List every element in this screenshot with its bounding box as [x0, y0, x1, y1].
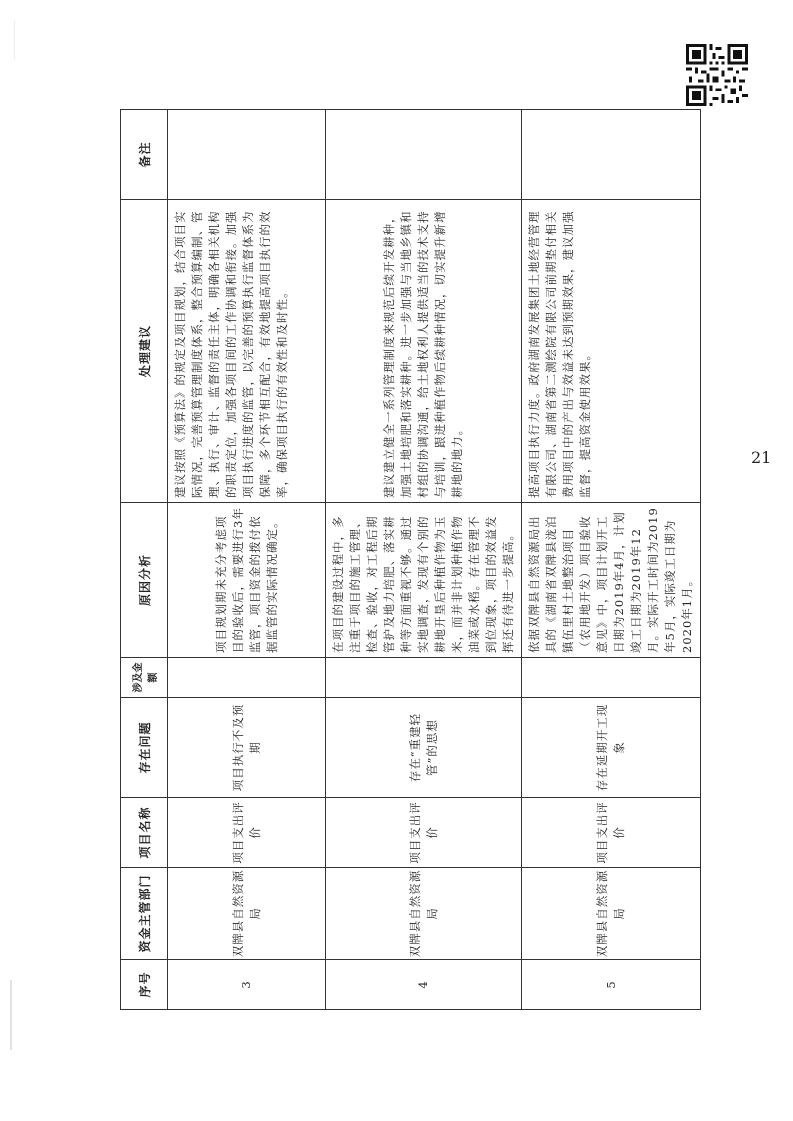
row-remark — [168, 110, 326, 200]
table-row — [326, 110, 522, 1010]
row-seq: 4 — [326, 960, 522, 1010]
row-issue: 项目执行不及预期 — [168, 698, 326, 798]
header-issue: 存在问题 — [121, 698, 168, 798]
row-suggestion: 建议建立健全一系列管理制度来规范后续开发耕种，加强土地培肥和落实耕种。进一步加强与当地乡镇和村组的协调沟通，给土地权利人提供适当的技术支持与培训，跟进种植作物后续耕种情况，切实提升新增耕地的地力。 — [326, 200, 522, 503]
rotated-table-wrapper — [120, 110, 694, 1010]
row-remark — [326, 110, 522, 200]
header-project: 项目名称 — [121, 798, 168, 868]
row-amount — [326, 658, 522, 698]
row-project: 项目支出评价 — [326, 798, 522, 868]
row-seq: 3 — [168, 960, 326, 1010]
row-remark — [522, 110, 701, 200]
row-analysis: 项目规划期未充分考虑项目的验收后，需要进行3年监管，项目资金的拨付依据监管的实际情况确定。 — [168, 503, 326, 658]
row-project: 项目支出评价 — [522, 798, 701, 868]
row-dept: 双牌县自然资源局 — [326, 868, 522, 960]
row-suggestion: 建议按照《预算法》的规定及项目规划，结合项目实际情况，完善预算管理制度体系，整合预算编制、管理、执行、审计、监督的责任主体，明确各相关机构的职责定位，加强各项目间的工作协调和衔接。加强项目执行进度的监管，以完善的预算执行监督体系为保障，多个环节相互配合，有效地提高项目执行的效率，确保项目执行的有效性和及时性。 — [168, 200, 326, 503]
row-dept: 双牌县自然资源局 — [522, 868, 701, 960]
page-number: 21 — [751, 448, 772, 467]
row-seq: 5 — [522, 960, 701, 1010]
table-row — [522, 110, 701, 1010]
header-amount: 涉及金额 — [121, 658, 168, 698]
row-issue: 存在延期开工现象 — [522, 698, 701, 798]
row-suggestion: 提高项目执行力度。政府湖南发展集团土地经营管理有限公司、湖南省第二测绘院有限公司前期垫付相关费用项目中的产出与效益未达到预期效果，建议加强监督，提高资金使用效果。 — [522, 200, 701, 503]
row-amount — [168, 658, 326, 698]
header-suggestion: 处理建议 — [121, 200, 168, 503]
row-dept: 双牌县自然资源局 — [168, 868, 326, 960]
row-project: 项目支出评价 — [168, 798, 326, 868]
row-amount — [522, 658, 701, 698]
table-row — [168, 110, 326, 1010]
scan-edge-mark — [14, 20, 15, 60]
table-header-row — [121, 110, 168, 1010]
row-analysis: 依据双牌县自然资源局出具的《湖南省双牌县泷泊镇伍里村土地整治项目（农用地开发）项目验收意见》中，项目计划开工日期为2019年4月，计划竣工日期为2019年12月。实际开工时间为2019年5月，实际竣工日期为2020年1月。 — [522, 503, 701, 658]
row-analysis: 在项目的建设过程中，多注重于项目的施工管理、检查、验收，对工程后期管护及地力培肥、落实耕种等方面重视不够。通过实地调查，发现有个别的耕地开垦后种植作物为玉米，而并非计划种植作物油菜或水稻。存在管理不到位现象，项目的效益发挥还有待进一步提高。 — [326, 503, 522, 658]
row-issue: 存在“重建轻管”的思想 — [326, 698, 522, 798]
header-seq: 序号 — [121, 960, 168, 1010]
header-remark: 备注 — [121, 110, 168, 200]
header-analysis: 原因分析 — [121, 503, 168, 658]
header-dept: 资金主管部门 — [121, 868, 168, 960]
scan-edge-mark — [10, 980, 12, 1050]
qr-code-image — [686, 44, 748, 106]
audit-issues-table — [120, 109, 701, 1010]
